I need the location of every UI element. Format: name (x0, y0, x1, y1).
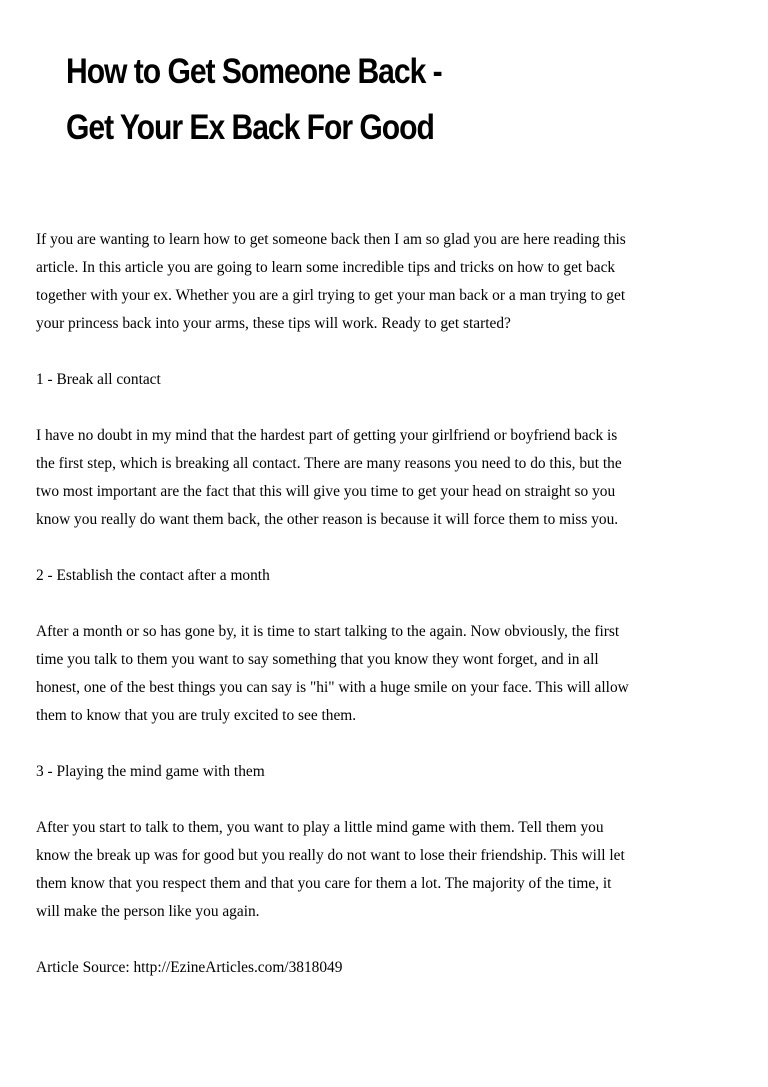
text-line: honest, one of the best things you can say is "hi" with a huge smile on your face. This will allow (36, 679, 629, 696)
text-line: After you start to talk to them, you want to play a little mind game with them. Tell them you (36, 819, 604, 836)
step-1-heading (36, 366, 736, 394)
text-line: I have no doubt in my mind that the hardest part of getting your girlfriend or boyfriend back is (36, 427, 618, 444)
text-line: know you really do want them back, the other reason is because it will force them to miss you. (36, 511, 619, 528)
step-3-heading (36, 758, 736, 786)
title-line-1: How to Get Someone Back - (66, 52, 442, 91)
text-line: two most important are the fact that this will give you time to get your head on straight so you (36, 483, 616, 500)
article-title (66, 44, 599, 156)
text-line: know the break up was for good but you really do not want to lose their friendship. This will let (36, 847, 625, 864)
article-source (36, 954, 736, 982)
text-line: your princess back into your arms, these tips will work. Ready to get started? (36, 315, 511, 332)
text-line: the first step, which is breaking all contact. There are many reasons you need to do this, but the (36, 455, 622, 472)
step-1-paragraph (36, 422, 736, 534)
text-line: together with your ex. Whether you are a girl trying to get your man back or a man trying to get (36, 287, 626, 304)
section-heading: 1 - Break all contact (36, 371, 161, 388)
text-line: After a month or so has gone by, it is time to start talking to the again. Now obviously, the first (36, 623, 620, 640)
source-line: Article Source: http://EzineArticles.com/3818049 (36, 959, 343, 976)
intro-paragraph (36, 226, 736, 338)
text-line: If you are wanting to learn how to get someone back then I am so glad you are here reading this (36, 231, 626, 248)
text-line: them to know that you are truly excited to see them. (36, 707, 357, 724)
title-line-2: Get Your Ex Back For Good (66, 108, 434, 147)
section-heading: 2 - Establish the contact after a month (36, 567, 270, 584)
text-line: time you talk to them you want to say something that you know they wont forget, and in all (36, 651, 599, 668)
text-line: article. In this article you are going to learn some incredible tips and tricks on how to get back (36, 259, 616, 276)
step-2-paragraph (36, 618, 736, 730)
article-body (36, 226, 736, 1010)
section-heading: 3 - Playing the mind game with them (36, 763, 265, 780)
step-2-heading (36, 562, 736, 590)
step-3-paragraph (36, 814, 736, 926)
text-line: will make the person like you again. (36, 903, 260, 920)
text-line: them know that you respect them and that you care for them a lot. The majority of the time, it (36, 875, 612, 892)
